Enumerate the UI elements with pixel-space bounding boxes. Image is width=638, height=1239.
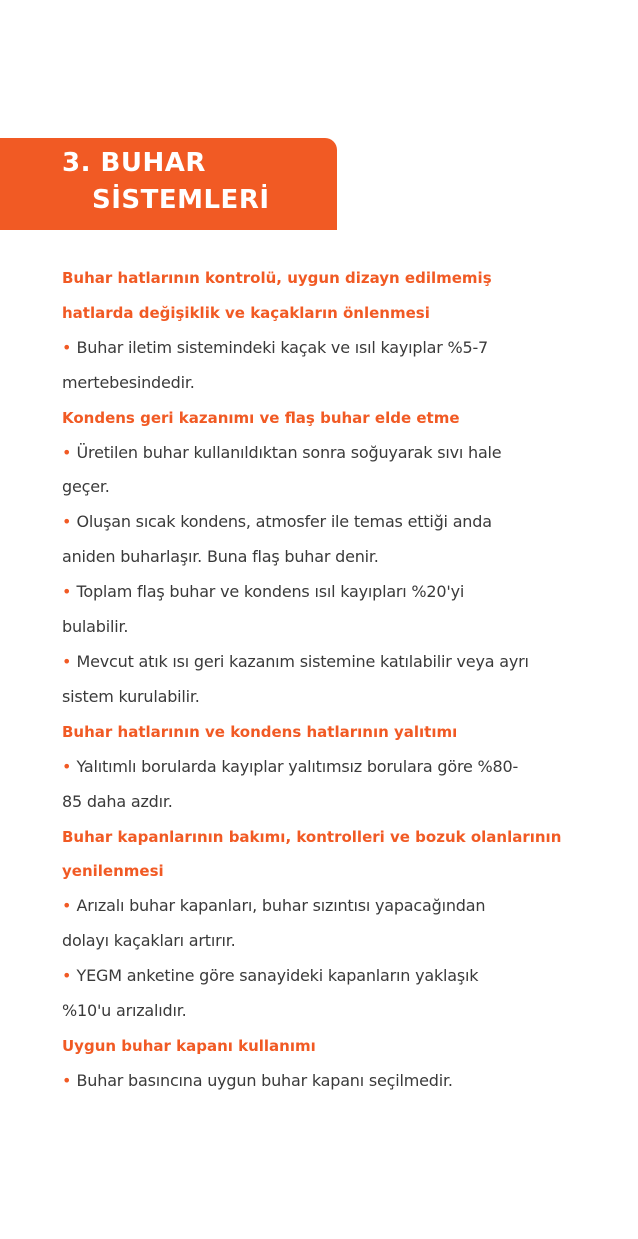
bullet-text: Buhar iletim sistemindeki kaçak ve ısıl kayıplar %5-7 (76, 337, 488, 357)
section-title-line1: 3. BUHAR (62, 148, 206, 178)
bullet-icon: • (62, 337, 72, 357)
bullet-text: Arızalı buhar kapanları, buhar sızıntısı yapacağından (76, 896, 486, 916)
heading-condensate-recovery: Kondens geri kazanımı ve flaş buhar elde etme (62, 408, 460, 427)
bullet-text: Buhar basıncına uygun buhar kapanı seçilmedir. (76, 1070, 453, 1090)
heading-steam-lines-control-2: hatlarda değişiklik ve kaçakların önlenmesi (62, 303, 430, 322)
bullet-icon: • (62, 512, 72, 532)
heading-steam-trap-usage: Uygun buhar kapanı kullanımı (62, 1036, 316, 1055)
bullet-text: YEGM anketine göre sanayideki kapanların yaklaşık (76, 966, 479, 986)
bullet-item (62, 575, 602, 610)
bullet-item (62, 505, 602, 540)
bullet-item (62, 959, 602, 994)
bullet-item (62, 750, 602, 785)
bullet-icon: • (62, 442, 72, 462)
heading-steam-traps-maintenance-2: yenilenmesi (62, 862, 164, 881)
bullet-text-continued: sistem kurulabilir. (62, 686, 200, 706)
bullet-text-continued: 85 daha azdır. (62, 791, 173, 811)
bullet-icon: • (62, 651, 72, 671)
bullet-icon: • (62, 966, 72, 986)
bullet-icon: • (62, 756, 72, 776)
bullet-icon: • (62, 582, 72, 602)
bullet-item (62, 645, 602, 680)
bullet-item (62, 1064, 602, 1099)
bullet-icon: • (62, 1070, 72, 1090)
bullet-text: Mevcut atık ısı geri kazanım sistemine katılabilir veya ayrı (76, 651, 529, 671)
heading-steam-lines-control-1: Buhar hatlarının kontrolü, uygun dizayn edilmemiş (62, 269, 492, 287)
bullet-text-continued: dolayı kaçakları artırır. (62, 931, 236, 951)
bullet-text: Yalıtımlı borularda kayıplar yalıtımsız borulara göre %80- (76, 756, 519, 776)
bullet-text-continued: aniden buharlaşır. Buna flaş buhar denir. (62, 547, 379, 567)
section-title-line2: SİSTEMLERİ (92, 185, 270, 215)
bullet-text-continued: geçer. (62, 477, 110, 497)
bullet-item (62, 436, 602, 471)
bullet-item (62, 331, 602, 366)
heading-steam-traps-maintenance-1: Buhar kapanlarının bakımı, kontrolleri ve bozuk olanlarının (62, 827, 562, 846)
bullet-text: Toplam flaş buhar ve kondens ısıl kayıpları %20'yi (76, 582, 465, 602)
section-content (62, 261, 602, 1099)
bullet-text-continued: bulabilir. (62, 617, 129, 637)
bullet-text: Üretilen buhar kullanıldıktan sonra soğuyarak sıvı hale (76, 442, 502, 462)
section-title (62, 145, 270, 219)
bullet-text-continued: %10'u arızalıdır. (62, 1001, 187, 1021)
bullet-icon: • (62, 896, 72, 916)
bullet-item (62, 889, 602, 924)
bullet-text: Oluşan sıcak kondens, atmosfer ile temas ettiği anda (76, 512, 492, 532)
bullet-text-continued: mertebesindedir. (62, 372, 195, 392)
heading-insulation: Buhar hatlarının ve kondens hatlarının yalıtımı (62, 722, 458, 741)
